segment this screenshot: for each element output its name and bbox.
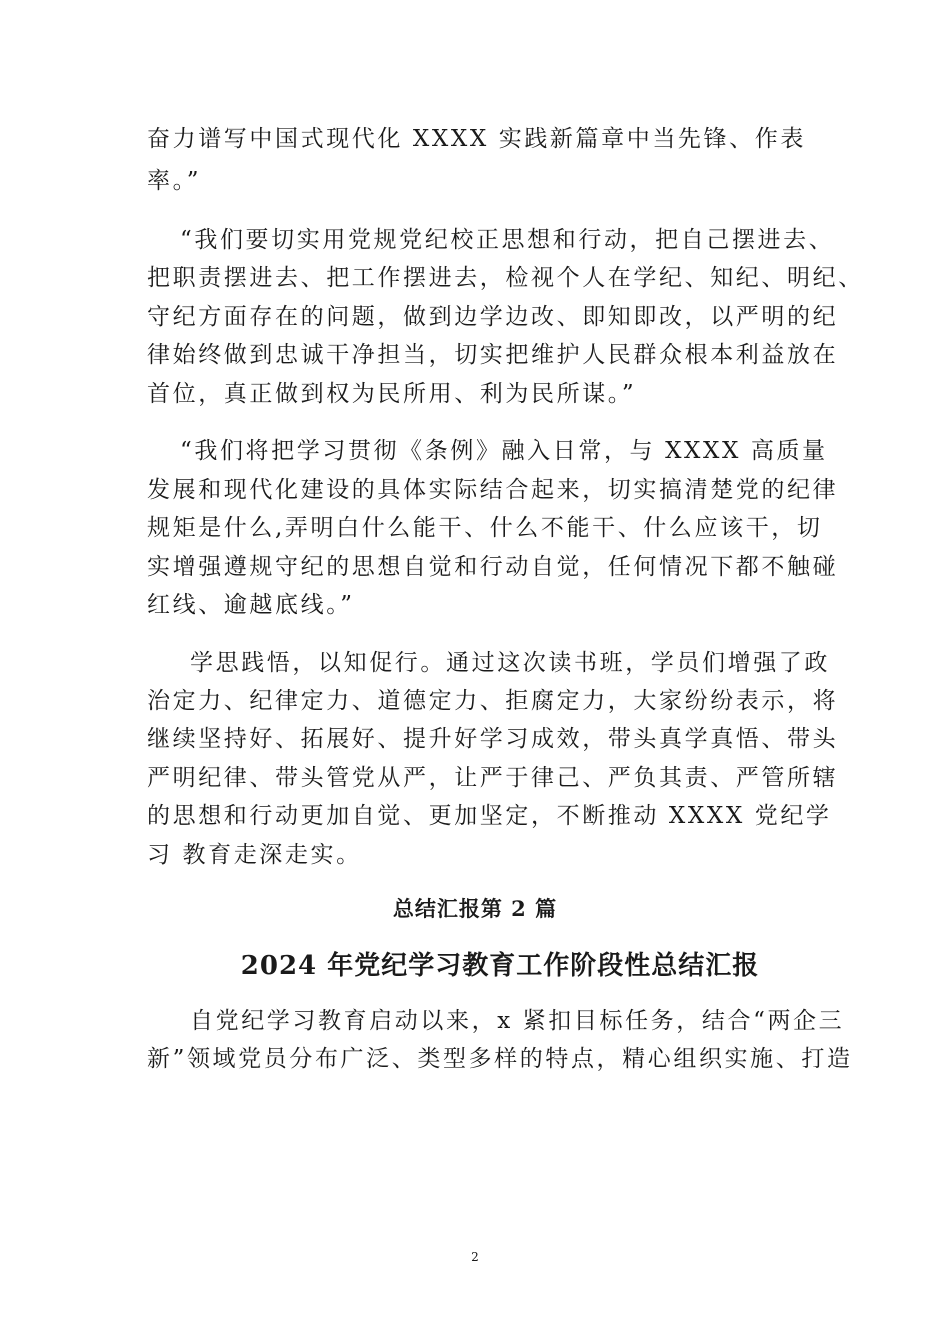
- intro-line-1: 自党纪学习教育启动以来，x 紧扣目标任务，结合“两企三: [190, 1008, 845, 1034]
- paragraph-2-line-2: 把职责摆进去、把工作摆进去，检视个人在学纪、知纪、明纪、: [147, 265, 864, 291]
- paragraph-4-line-5: 的思想和行动更加自觉、更加坚定，不断推动 XXXX 党纪学: [147, 803, 832, 829]
- paragraph-2-line-1: “我们要切实用党规党纪校正思想和行动，把自己摆进去、: [180, 227, 835, 253]
- paragraph-3-line-3: 规矩是什么,弄明白什么能干、什么不能干、什么应该干，切: [147, 515, 823, 541]
- paragraph-4-line-4: 严明纪律、带头管党从严，让严于律己、严负其责、严管所辖: [147, 765, 839, 791]
- intro-line-2: 新”领域党员分布广泛、类型多样的特点，精心组织实施、打造: [147, 1046, 853, 1072]
- paragraph-4-line-2: 治定力、纪律定力、道德定力、拒腐定力，大家纷纷表示，将: [147, 688, 839, 714]
- paragraph-4-line-3: 继续坚持好、拓展好、提升好学习成效，带头真学真悟、带头: [147, 726, 839, 752]
- paragraph-3-line-4: 实增强遵规守纪的思想自觉和行动自觉，任何情况下都不触碰: [147, 554, 839, 580]
- paragraph-4-line-6: 习 教育走深走实。: [147, 842, 362, 868]
- paragraph-4-line-1: 学思践悟，以知促行。通过这次读书班，学员们增强了政: [190, 650, 830, 676]
- page-number: 2: [471, 1250, 479, 1264]
- paragraph-1-line-2: 率。”: [147, 168, 202, 194]
- paragraph-1-line-1: 奋力谱写中国式现代化 XXXX 实践新篇章中当先锋、作表: [147, 126, 806, 152]
- paragraph-2-line-3: 守纪方面存在的问题，做到边学边改、即知即改，以严明的纪: [147, 304, 839, 330]
- paragraph-3-line-2: 发展和现代化建设的具体实际结合起来，切实搞清楚党的纪律: [147, 477, 839, 503]
- article-title: 2024 年党纪学习教育工作阶段性总结汇报: [240, 951, 760, 981]
- paragraph-2-line-5: 首位，真正做到权为民所用、利为民所谋。”: [147, 381, 637, 407]
- paragraph-2-line-4: 律始终做到忠诚干净担当，切实把维护人民群众根本利益放在: [147, 342, 839, 368]
- paragraph-3-line-1: “我们将把学习贯彻《条例》融入日常，与 XXXX 高质量: [180, 438, 828, 464]
- section-label: 总结汇报第 2 篇: [392, 896, 558, 921]
- paragraph-3-line-5: 红线、逾越底线。”: [147, 592, 355, 618]
